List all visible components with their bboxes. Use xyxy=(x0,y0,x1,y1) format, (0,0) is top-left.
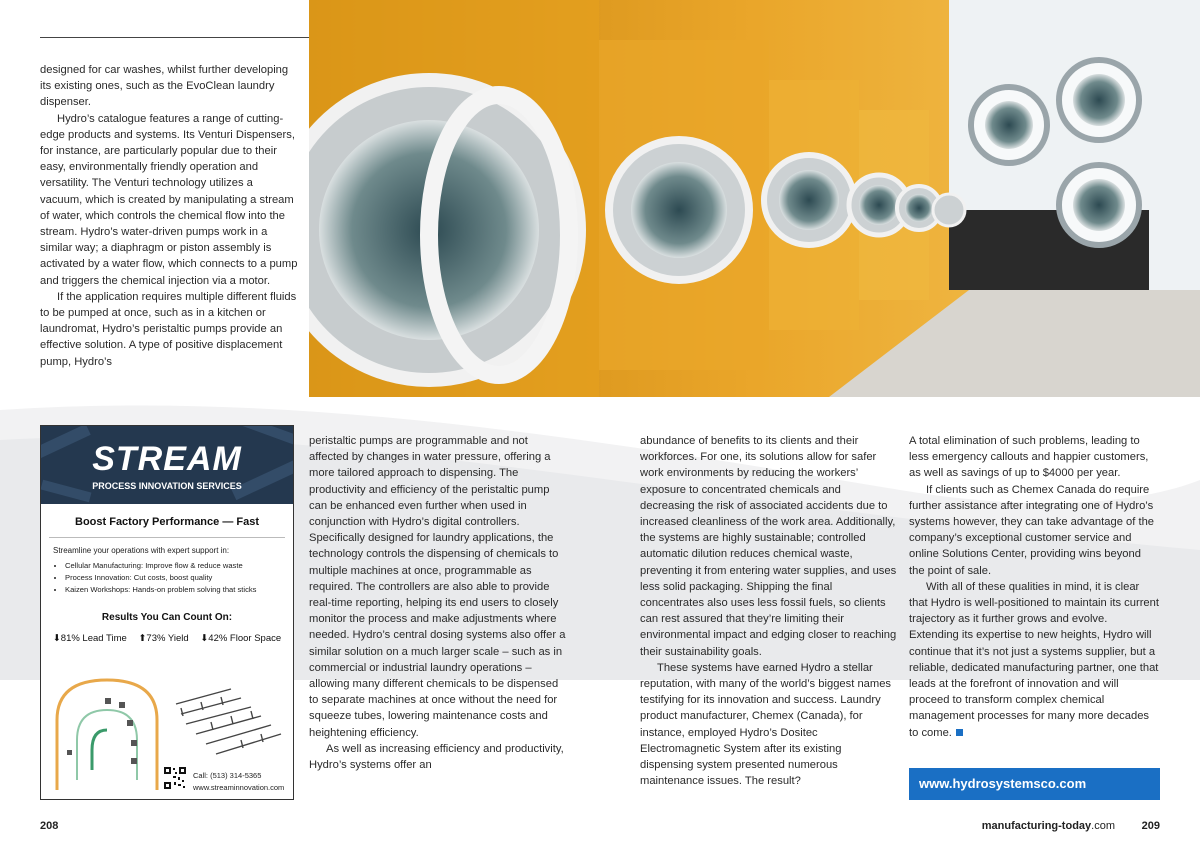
ad-website[interactable]: www.streaminnovation.com xyxy=(193,783,285,792)
ad-stats xyxy=(41,633,293,644)
page-number-left: 208 xyxy=(40,820,59,832)
end-mark-icon xyxy=(956,729,963,736)
company-url-link[interactable]: www.hydrosystemsco.com xyxy=(909,768,1160,800)
ad-contact xyxy=(193,770,284,794)
arrow-down-icon: ⬇ xyxy=(200,633,209,644)
paragraph: These systems have earned Hydro a stellar reputation, with many of the world’s biggest names testifying for its innovation and success. Laundry product manufacturer, Chemex (Canada), for instance, employed Hydro’s Dositec Electromagnetic System after its existing dispensing system presented numerous maintenance issues. The result? xyxy=(640,661,892,788)
stream-advert[interactable] xyxy=(40,425,294,800)
ad-phone[interactable]: Call: (513) 314-5365 xyxy=(193,771,262,780)
isometric-racks-illustration xyxy=(171,684,289,764)
arrow-down-icon: ⬇ xyxy=(52,633,61,644)
ad-results-heading: Results You Can Count On: xyxy=(101,612,233,623)
ad-logo-tagline: PROCESS INNOVATION SERVICES xyxy=(92,481,242,491)
ad-bullet: • Process Innovation: Cut costs, boost quality xyxy=(65,572,293,584)
paragraph: designed for car washes, whilst further developing its existing ones, such as the EvoClean laundry dispenser. xyxy=(40,64,289,109)
ad-divider xyxy=(49,537,285,538)
paragraph: A total elimination of such problems, leading to less emergency callouts and happier customers, as well as savings of up to $4000 per year. xyxy=(909,435,1149,480)
ad-headline: Boost Factory Performance — Fast xyxy=(75,516,259,528)
stat-lead-time: ⬇81% Lead Time xyxy=(52,633,127,644)
ad-bullet: • Kaizen Workshops: Hands-on problem solving that sticks xyxy=(65,584,293,596)
paragraph: As well as increasing efficiency and productivity, Hydro’s systems offer an xyxy=(309,742,564,772)
paragraph: If the application requires multiple different fluids to be pumped at once, such as in a kitchen or laundromat, Hydro’s peristaltic pumps provide an effective solution. A type of positive displacement pump, Hydro’s xyxy=(40,290,297,368)
footer-site-name xyxy=(982,820,1115,832)
footer-site-tld: .com xyxy=(1091,820,1115,832)
paragraph-text: With all of these qualities in mind, it is clear that Hydro is well-positioned to maintain its current trajectory as it further grows and evolve. Extending its expertise to new heights, Hydro will continue that it’s not just a systems supplier, but a reliable, dedicated manufacturing partner, one that leads at the forefront of innovation and will proceed to transform complex chemical management processes for many more decades to come. xyxy=(909,580,1159,739)
article-column-2 xyxy=(309,433,567,773)
stat-yield: ⬆73% Yield xyxy=(138,633,189,644)
qr-code[interactable] xyxy=(163,766,187,790)
paragraph: Hydro’s catalogue features a range of cutting-edge products and systems. Its Venturi Dispensers, for instance, are particularly popular due to their easy, environmentally friendly operation and versatility. The Venturi technology utilizes a vacuum, which is created by manipulating a stream of water, which controls the chemical flow into the stream. Hydro’s water-driven pumps work in a similar way; a diaphragm or piston assembly is activated by a water flow, which connects to a pump and triggers the chemical injection via a motor. xyxy=(40,112,298,287)
stat-floor-space: ⬇42% Floor Space xyxy=(200,633,282,644)
ad-bullet: • Cellular Manufacturing: Improve flow & reduce waste xyxy=(65,560,293,572)
paragraph: If clients such as Chemex Canada do require further assistance after integrating one of Hydro’s systems however, they can take advantage of the company’s exceptional customer service and online Solutions Center, providing wins beyond the point of sale. xyxy=(909,483,1155,577)
article-column-4 xyxy=(909,433,1159,741)
ad-intro: Streamline your operations with expert support in: xyxy=(53,546,230,555)
ad-logo: STREAM xyxy=(92,440,242,478)
arrow-up-icon: ⬆ xyxy=(138,633,147,644)
paragraph: peristaltic pumps are programmable and not affected by changes in water pressure, offering a more tailored approach to dispensing. The productivity and efficiency of the peristaltic pump can be enhanced even further when used in conjunction with Hydro’s digital controllers. Specifically designed for laundry applications, the technology controls the dispensing of chemicals to multiple machines at once, programmable as required. The controllers are also able to provide real-time reporting, helping its end users to closely monitor the process and make adjustments where needed. Hydro’s central dosing systems also offer a similar solution on a much larger scale – such as in commercial or industrial laundry operations – allowing many different chemicals to be dispensed to separate machines at once without the need for squeeze tubes, lowering maintenance costs and heightening efficiency. xyxy=(309,435,566,739)
page-number-right: 209 xyxy=(1141,820,1160,832)
ad-bullet-list xyxy=(41,560,293,596)
laundromat-photo xyxy=(309,0,1200,397)
ad-header xyxy=(41,426,293,504)
article-column-1 xyxy=(40,62,298,370)
paragraph: abundance of benefits to its clients and their workforces. For one, its solutions allow for safer work environments by reducing the workers’ exposure to concentrated chemicals and decreasing the risk of associated accidents due to increased cleanliness of the work area. Additionally, the systems are highly sustainable; controlled automatic dilution reduces chemical waste, preventing it from entering water supplies, and uses less solid packaging. Shipping the final concentrates also uses less fossil fuels, so clients can rest assured that they’re limiting their environmental impact and edging closer to reaching their sustainability goals. xyxy=(640,435,897,658)
cell-layout-diagram xyxy=(47,670,167,795)
article-column-3 xyxy=(640,433,898,789)
footer-site-domain: manufacturing-today xyxy=(981,820,1092,832)
paragraph-final xyxy=(909,579,1159,741)
